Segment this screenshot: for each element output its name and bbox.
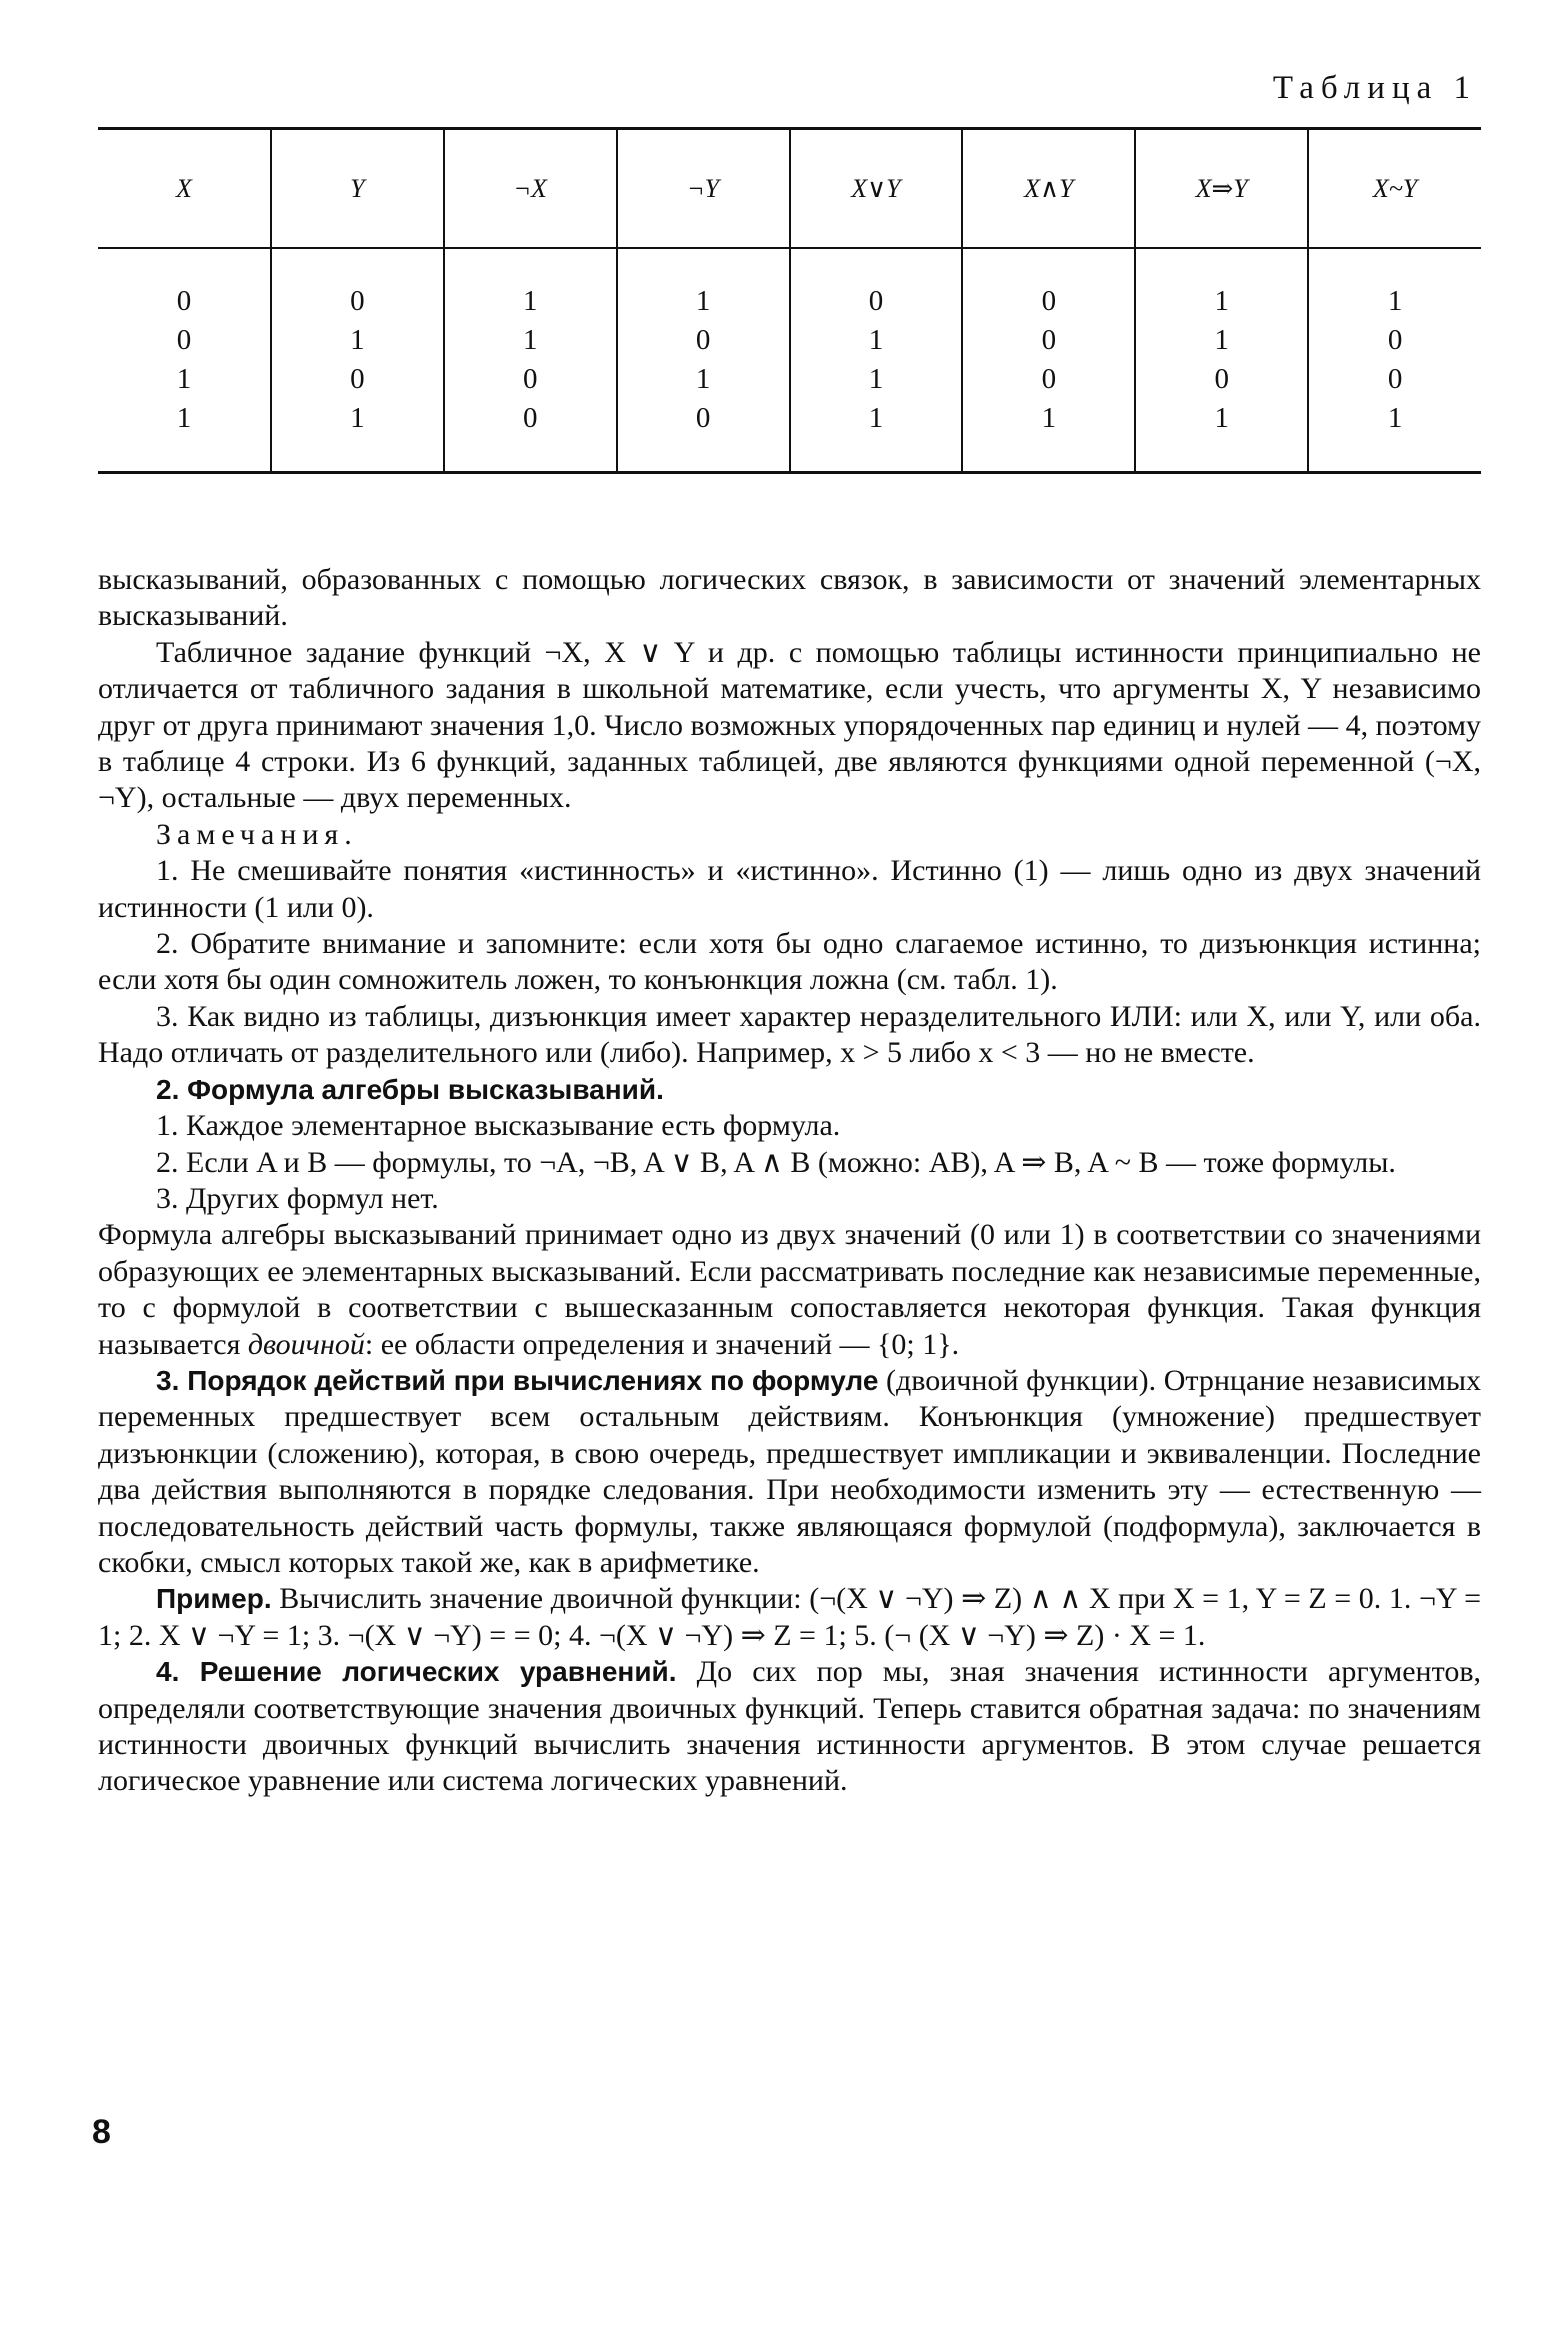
table-cell: 1 [444, 248, 617, 321]
example [98, 1581, 1481, 1654]
table-cell: 0 [962, 321, 1135, 360]
formula-rule-1: 1. Каждое элементарное высказывание есть формула. [156, 1109, 841, 1143]
section-4-text: До сих пор мы, зная значения истинности аргументов, определяли соответствующие значения двоичных функций. Теперь ставится обратная задача: по значениям истинности двоичных функций вычислить значения истинности аргументов. В этом случае решается логическое уравнение или система логических уравнений. [98, 1655, 1481, 1798]
term-binary: двоичной [247, 1327, 365, 1361]
table-cell: 0 [444, 399, 617, 473]
remark-2: 2. Обратите внимание и запомните: если хотя бы одно слагаемое истинно, то дизъюнкция истинна; если хотя бы один сомножитель ложен, то конъюнкция ложна (см. табл. 1). [98, 927, 1481, 997]
table-cell: 0 [1308, 360, 1481, 399]
section-3 [98, 1363, 1481, 1581]
table-cell: 1 [790, 360, 963, 399]
table-cell: 0 [98, 248, 271, 321]
table-cell: 1 [1135, 248, 1308, 321]
table-caption: Таблица 1 [1272, 70, 1477, 106]
table-cell: 0 [617, 321, 790, 360]
header-y: Y [271, 129, 444, 249]
paragraph-continuation: высказываний, образованных с помощью логических связок, в зависимости от значений элементарных высказываний. [98, 563, 1481, 633]
section-2-heading [98, 1072, 1481, 1108]
table-cell: 1 [1308, 399, 1481, 473]
example-label: Пример. [156, 1583, 272, 1615]
section-4-heading: 4. Решение логических уравнений. [156, 1656, 677, 1688]
paragraph-binary-function [98, 1217, 1481, 1363]
table-row [98, 360, 1481, 399]
table-cell: 1 [962, 399, 1135, 473]
section-2-heading-text: 2. Формула алгебры высказываний. [156, 1073, 664, 1105]
table-cell: 1 [271, 399, 444, 473]
header-disjunction: X∨Y [790, 129, 963, 249]
example-text: Вычислить значение двоичной функции: (¬(X ∨ ¬Y) ⇒ Z) ∧ ∧ X при X = 1, Y = Z = 0. 1. ¬Y = 1; 2. X ∨ ¬Y = 1; 3. ¬(X ∨ ¬Y) = = 0; 4. ¬(X ∨ ¬Y) ⇒ Z = 1; 5. (¬ (X ∨ ¬Y) ⇒ Z) · X = 1. [98, 1582, 1481, 1652]
table-cell: 1 [1135, 399, 1308, 473]
paragraph-binary-function-start: Формула алгебры высказываний принимает одно из двух значений (0 или 1) в соответствии со значениями образующих ее элементарных высказываний. Если рассматривать последние как независимые переменные, то с формулой в соответствии с вышесказанным сопоставляется некоторая функция. Такая функция называется [98, 1218, 1481, 1361]
table-row [98, 321, 1481, 360]
table-cell: 1 [271, 321, 444, 360]
header-not-x: ¬X [444, 129, 617, 249]
remark-3: 3. Как видно из таблицы, дизъюнкция имеет характер неразделительного ИЛИ: или X, или Y, или оба. Надо отличать от разделительного или (либо). Например, x > 5 либо x < 3 — но не вместе. [98, 999, 1481, 1070]
table-cell: 0 [444, 360, 617, 399]
table-cell: 0 [962, 248, 1135, 321]
formula-rule-2: 2. Если A и B — формулы, то ¬A, ¬B, A ∨ B, A ∧ B (можно: AB), A ⇒ B, A ~ B — тоже формулы. [156, 1145, 1396, 1179]
section-3-heading: 3. Порядок действий при вычислениях по формуле [156, 1364, 879, 1396]
table-cell: 1 [790, 321, 963, 360]
section-3-text: (двоичной функции). Отрнцание независимых переменных предшествует всем остальным действиям. Конъюнкция (умножение) предшествует дизъюнкции (сложению), которая, в свою очередь, предшествует импликации и эквиваленции. Последние два действия выполняются в порядке следования. При необходимости изменить эту — естественную — последовательность действий часть формулы, также являющаяся формулой (подформула), заключается в скобки, смысл которых такой же, как в арифметике. [98, 1363, 1481, 1579]
table-cell: 1 [444, 321, 617, 360]
table-cell: 1 [98, 399, 271, 473]
table-cell: 1 [1135, 321, 1308, 360]
table-header-row [98, 129, 1481, 249]
table-row [98, 248, 1481, 321]
table-cell: 0 [271, 248, 444, 321]
table-cell: 0 [1308, 321, 1481, 360]
remark-1: 1. Не смешивайте понятия «истинность» и «истинно». Истинно (1) — лишь одно из двух значений истинности (1 или 0). [98, 854, 1481, 924]
table-cell: 1 [98, 360, 271, 399]
table-cell: 0 [98, 321, 271, 360]
table-row [98, 399, 1481, 473]
remarks-heading: Замечания. [156, 817, 358, 851]
table-cell: 0 [790, 248, 963, 321]
section-4 [98, 1654, 1481, 1800]
page-number: 8 [92, 2113, 111, 2151]
table-cell: 0 [1135, 360, 1308, 399]
header-conjunction: X∧Y [962, 129, 1135, 249]
truth-table [98, 127, 1481, 474]
table-cell: 1 [617, 248, 790, 321]
paragraph-table-definition: Табличное задание функций ¬X, X ∨ Y и др. с помощью таблицы истинности принципиально не отличается от табличного задания в школьной математике, если учесть, что аргументы X, Y независимо друг от друга принимают значения 1,0. Число возможных упорядоченных пар единиц и нулей — 4, поэтому в таблице 4 строки. Из 6 функций, заданных таблицей, две являются функциями одной переменной (¬X, ¬Y), остальные — двух переменных. [98, 635, 1481, 815]
table-cell: 0 [617, 399, 790, 473]
table-cell: 0 [271, 360, 444, 399]
header-implication: X⇒Y [1135, 129, 1308, 249]
header-x: X [98, 129, 271, 249]
table-cell: 1 [1308, 248, 1481, 321]
header-not-y: ¬Y [617, 129, 790, 249]
table-cell: 1 [790, 399, 963, 473]
header-equivalence: X~Y [1308, 129, 1481, 249]
formula-rule-3: 3. Других формул нет. [156, 1181, 439, 1215]
paragraph-binary-function-end: : ее области определения и значений — {0; 1}. [364, 1327, 960, 1361]
table-cell: 0 [962, 360, 1135, 399]
table-cell: 1 [617, 360, 790, 399]
body-text [98, 562, 1481, 1800]
